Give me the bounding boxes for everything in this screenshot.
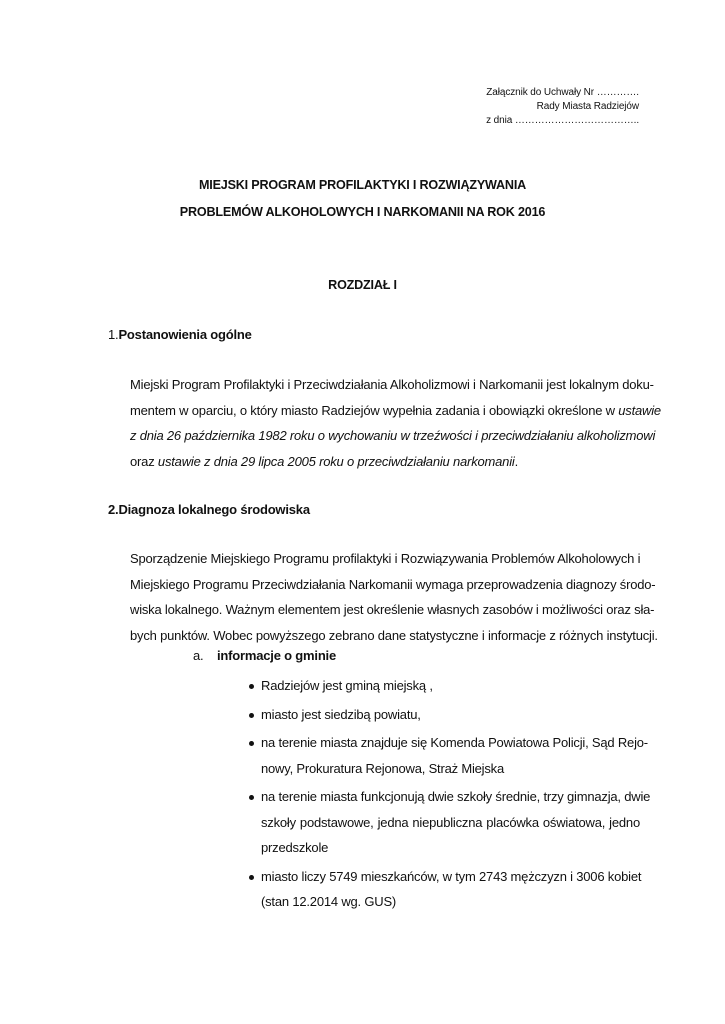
paragraph-line: Miejski Program Profilaktyki i Przeciwdziałania Alkoholizmowi i Narkomanii jest lokalnym doku- bbox=[130, 377, 654, 392]
section-2-heading bbox=[108, 502, 310, 517]
bullet-list bbox=[248, 673, 651, 918]
list-item-line: przedszkole bbox=[261, 840, 329, 855]
list-item-line: nowy, Prokuratura Rejonowa, Straż Miejska bbox=[261, 760, 504, 776]
section-1-number: 1. bbox=[108, 327, 119, 342]
section-1-title: Postanowienia ogólne bbox=[118, 327, 252, 342]
paragraph-line: Miejskiego Programu Przeciwdziałania Narkomanii wymaga przeprowadzenia diagnozy środo- bbox=[130, 576, 656, 592]
list-item-line: na terenie miasta funkcjonują dwie szkoły średnie, trzy gimnazja, dwie bbox=[261, 789, 651, 804]
attachment-note-line-2: Rady Miasta Radziejów bbox=[536, 101, 639, 112]
bullet-icon bbox=[249, 684, 254, 689]
list-item bbox=[248, 702, 640, 728]
subsection-title: informacje o gminie bbox=[217, 648, 337, 663]
list-item-line: miasto jest siedzibą powiatu, bbox=[261, 706, 421, 722]
paragraph-text: oraz bbox=[130, 453, 155, 469]
section-1-heading bbox=[108, 327, 252, 342]
paragraph-line bbox=[130, 449, 640, 475]
list-item-line: (stan 12.2014 wg. GUS) bbox=[261, 894, 397, 909]
section-2-paragraph bbox=[130, 546, 658, 648]
chapter-heading: ROZDZIAŁ I bbox=[328, 278, 397, 292]
paragraph-line bbox=[130, 423, 656, 449]
attachment-note bbox=[486, 86, 639, 128]
document-title-line-2: PROBLEMÓW ALKOHOLOWYCH I NARKOMANII NA ROK 2016 bbox=[179, 205, 546, 219]
bullet-icon bbox=[249, 875, 254, 880]
bullet-icon bbox=[249, 741, 254, 746]
list-item-line: na terenie miasta znajduje się Komenda Powiatowa Policji, Sąd Rejo- bbox=[261, 735, 648, 750]
attachment-note-line-1: Załącznik do Uchwały Nr …………. bbox=[486, 87, 639, 98]
list-item-line: miasto liczy 5749 mieszkańców, w tym 2743 mężczyzn i 3006 kobiet bbox=[261, 868, 642, 884]
paragraph-period: . bbox=[514, 453, 519, 469]
attachment-note-line-3: z dnia ……………………………….. bbox=[486, 115, 639, 126]
list-item-line: szkoły podstawowe, jedna niepubliczna placówka oświatowa, jedno bbox=[261, 814, 640, 830]
section-1-paragraph bbox=[130, 372, 661, 474]
list-item-line: Radziejów jest gminą miejską , bbox=[261, 678, 433, 693]
paragraph-text: mentem w oparciu, o który miasto Radziejów wypełnia zadania i obowiązki określone w bbox=[130, 402, 615, 418]
subsection-a-heading bbox=[193, 648, 336, 663]
bullet-icon bbox=[249, 713, 254, 718]
italic-ustawie: ustawie bbox=[618, 402, 661, 418]
italic-law-2005: ustawie z dnia 29 lipca 2005 roku o przeciwdziałaniu narkomanii bbox=[157, 453, 515, 469]
list-item bbox=[248, 864, 640, 915]
paragraph-line: bych punktów. Wobec powyższego zebrano dane statystyczne i informacje z różnych instytucji. bbox=[130, 627, 658, 643]
paragraph-line bbox=[130, 398, 661, 424]
italic-law-1982: z dnia 26 października 1982 roku o wychowaniu w trzeźwości i przeciwdziałaniu alkoholizmowi bbox=[130, 428, 656, 443]
subsection-letter: a. bbox=[193, 648, 204, 663]
section-2-title: 2.Diagnoza lokalnego środowiska bbox=[108, 502, 310, 517]
bullet-icon bbox=[249, 795, 254, 800]
list-item bbox=[248, 730, 648, 781]
document-title-line-1: MIEJSKI PROGRAM PROFILAKTYKI I ROZWIĄZYWANIA bbox=[198, 178, 527, 192]
paragraph-line: wiska lokalnego. Ważnym elementem jest określenie własnych zasobów i możliwości oraz sła- bbox=[130, 602, 655, 617]
list-item bbox=[248, 784, 651, 861]
list-item bbox=[248, 673, 640, 699]
paragraph-line: Sporządzenie Miejskiego Programu profilaktyki i Rozwiązywania Problemów Alkoholowych i bbox=[130, 551, 641, 566]
